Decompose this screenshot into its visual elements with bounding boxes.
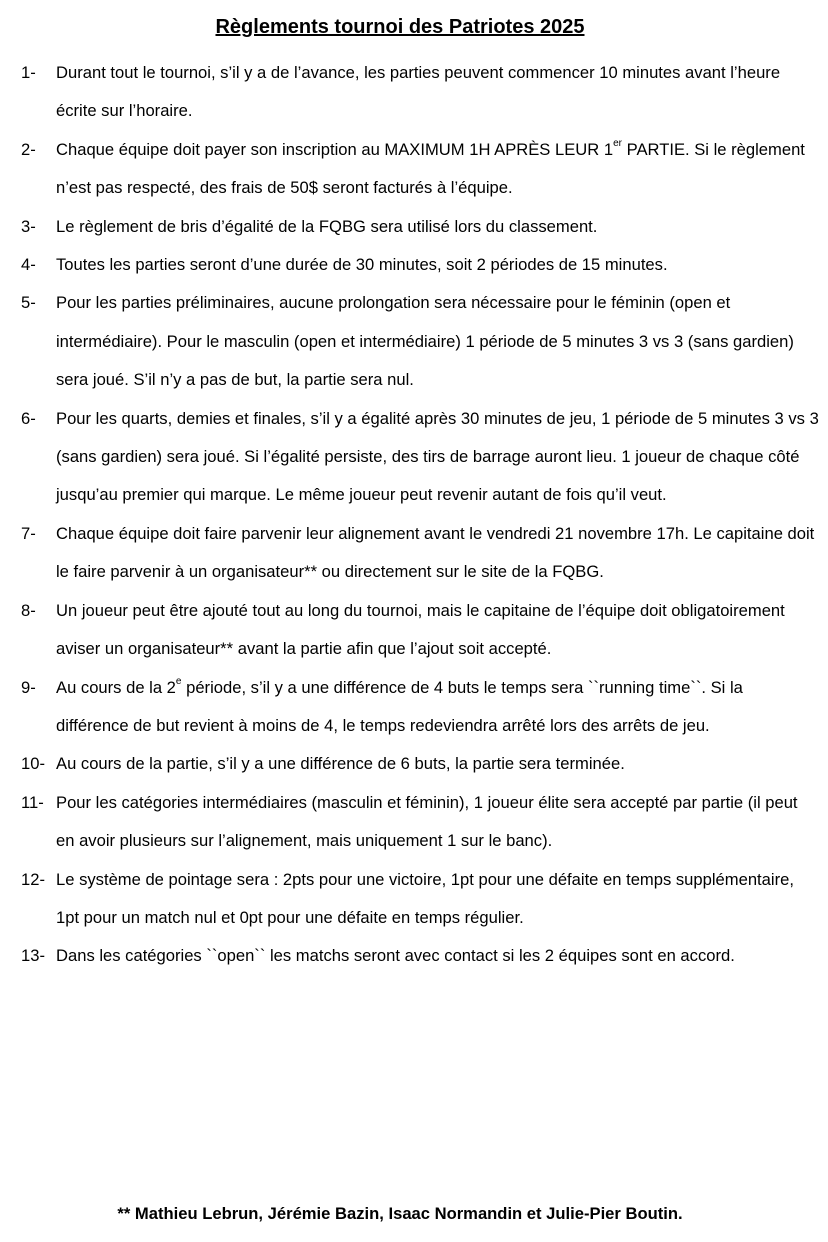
rule-number: 11- [21,792,44,812]
rule-number: 6- [21,408,36,428]
rule-text: Le règlement de bris d’égalité de la FQBG sera utilisé lors du classement. [56,216,598,236]
rule-item [0,246,828,284]
rule-item [0,208,828,246]
rule-number: 1- [21,63,36,82]
rule-number: 9- [21,677,36,697]
rule-number: 4- [21,255,36,275]
rule-number: 13- [21,946,45,966]
rule-text: Un joueur peut être ajouté tout au long du tournoi, mais le capitaine de l’équipe doit obligatoirement aviser un organisateur** avant la partie afin que l’ajout soit accepté. [56,600,785,659]
rule-item [0,669,828,746]
rule-text-part: PARTIE. Si le règlement n’est pas respecté, des frais de 50$ seront facturés à l’équipe. [56,139,805,198]
rule-text: Chaque équipe doit faire parvenir leur alignement avant le vendredi 21 novembre 17h. Le capitaine doit le faire parvenir à un organisateur** ou directement sur le site de la FQBG. [56,523,815,582]
rule-text: Pour les quarts, demies et finales, s’il y a égalité après 30 minutes de jeu, 1 période de 5 minutes 3 vs 3 (sans gardien) sera joué. Si l’égalité persiste, des tirs de barrage auront lieu. 1 joueur de chaque côté jusqu’au premier qui marque. Le même joueur peut revenir autant de fois qu’il veut. [56,408,819,505]
rule-item [0,784,828,861]
rule-number: 3- [21,216,36,236]
document-title: Règlements tournoi des Patriotes 2025 [215,16,585,38]
rule-text: Le système de pointage sera : 2pts pour une victoire, 1pt pour une défaite en temps supplémentaire, 1pt pour un match nul et 0pt pour une défaite en temps régulier. [56,869,794,927]
rule-text: Dans les catégories ``open`` les matchs seront avec contact si les 2 équipes sont en accord. [56,946,735,966]
rule-text: Durant tout le tournoi, s’il y a de l’avance, les parties peuvent commencer 10 minutes avant l’heure écrite sur l’horaire. [56,63,781,121]
rule-number: 5- [21,293,36,313]
rule-text: Toutes les parties seront d’une durée de 30 minutes, soit 2 périodes de 15 minutes. [56,255,668,275]
rule-number: 2- [21,139,36,159]
rule-number: 8- [21,600,36,620]
rule-text-part: Chaque équipe doit payer son inscription au MAXIMUM 1H APRÈS LEUR 1 [56,139,614,159]
rules-list [0,54,828,976]
rule-text: Pour les parties préliminaires, aucune prolongation sera nécessaire pour le féminin (open et intermédiaire). Pour le masculin (open et intermédiaire) 1 période de 5 minutes 3 vs 3 (sans gardien) sera joué. S’il n’y a pas de but, la partie sera nul. [56,293,794,390]
rule-item [0,131,828,208]
rule-number: 12- [21,869,45,889]
rule-number: 10- [21,754,45,774]
rule-number: 7- [21,523,36,543]
ordinal-superscript: er [613,138,622,150]
rule-text [56,131,820,208]
rule-item [0,400,828,515]
rule-item [0,515,828,592]
rule-text: Au cours de la partie, s’il y a une différence de 6 buts, la partie sera terminée. [56,754,625,774]
rule-text [56,669,820,746]
rule-text-part: période, s’il y a une différence de 4 buts le temps sera ``running time``. Si la différence de but revient à moins de 4, le temps redeviendra arrêté lors des arrêts de jeu. [56,677,743,735]
organizers-footnote: ** Mathieu Lebrun, Jérémie Bazin, Isaac Normandin et Julie-Pier Boutin. [117,1204,683,1223]
rule-item [0,592,828,669]
rule-text: Pour les catégories intermédiaires (masculin et féminin), 1 joueur élite sera accepté par partie (il peut en avoir plusieurs sur l’alignement, mais uniquement 1 sur le banc). [56,792,798,851]
rule-text-part: Au cours de la 2 [56,677,176,697]
rule-item [0,284,828,399]
rule-item [0,54,828,131]
rule-item [0,745,828,783]
rule-item [0,861,828,938]
rule-item [0,937,828,975]
ordinal-superscript: e [175,675,182,687]
